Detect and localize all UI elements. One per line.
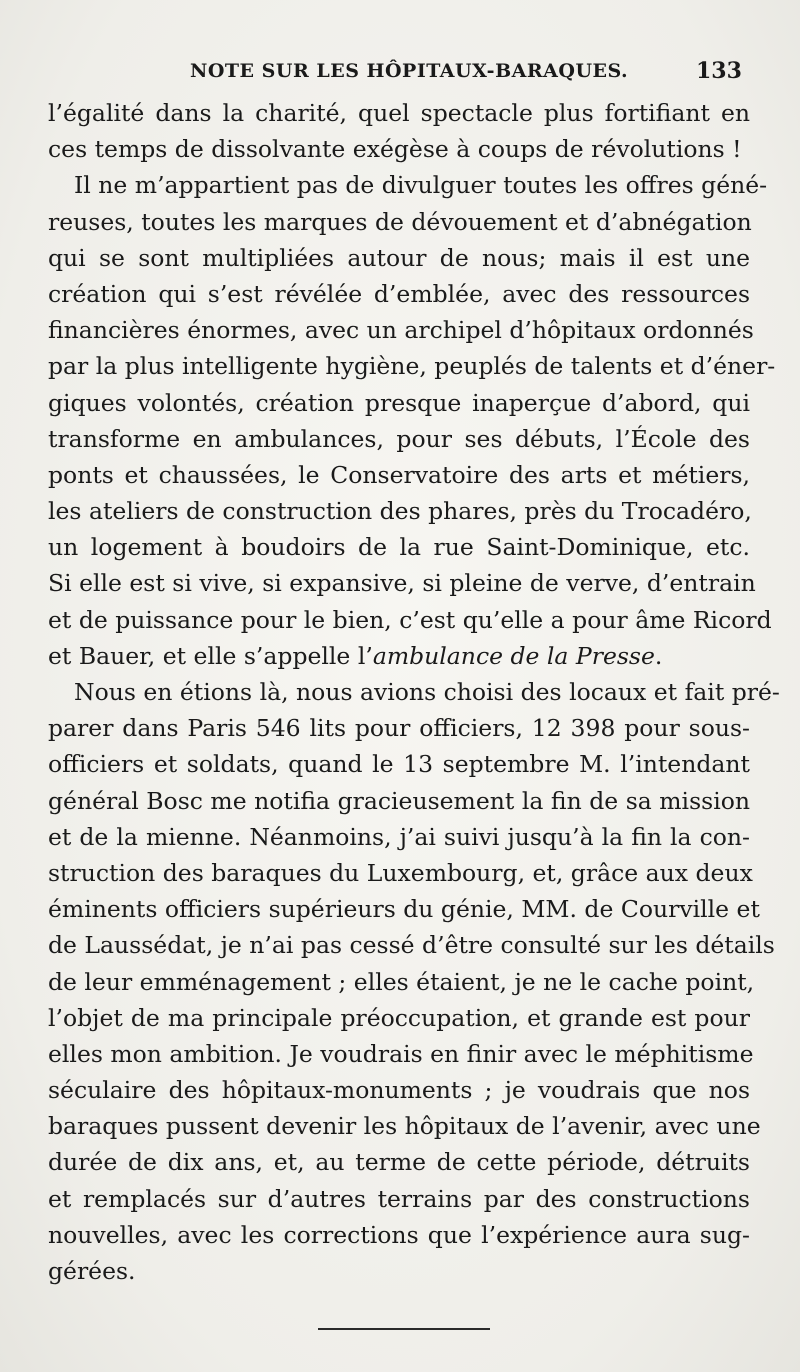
footer-rule [318, 1328, 490, 1330]
text-line: baraques pussent devenir les hôpitaux de l’avenir, avec une [48, 1112, 761, 1141]
text-line: de leur emménagement ; elles étaient, je ne le cache point, [48, 967, 755, 996]
body-text [48, 95, 780, 1289]
text-line: création qui s’est révélée d’emblée, avec des ressources [48, 279, 750, 308]
text-line: transforme en ambulances, pour ses débuts, l’École des [48, 424, 750, 453]
text-line: qui se sont multipliées autour de nous; mais il est une [48, 243, 750, 272]
text-line: financières énormes, avec un archipel d’hôpitaux ordonnés [48, 316, 754, 345]
text-line: et remplacés sur d’autres terrains par des constructions [48, 1184, 750, 1213]
text-line: ponts et chaussées, le Conservatoire des arts et métiers, [48, 460, 750, 489]
text-line: giques volontés, création presque inaperçue d’abord, qui [48, 388, 750, 417]
italic-title: ambulance de la Presse [372, 641, 655, 670]
text-line: parer dans Paris 546 lits pour officiers, 12 398 pour sous- [48, 714, 750, 743]
text-line: et de la mienne. Néanmoins, j’ai suivi jusqu’à la fin la con- [48, 822, 750, 851]
text-line: reuses, toutes les marques de dévouement et d’abnégation [48, 207, 752, 236]
text-line: struction des baraques du Luxembourg, et, grâce aux deux [48, 858, 753, 887]
text-line: de Laussédat, je n’ai pas cessé d’être consulté sur les détails [48, 931, 775, 960]
text-fragment: . [654, 641, 663, 670]
text-line: éminents officiers supérieurs du génie, MM. de Courville et [48, 895, 760, 924]
text-line: elles mon ambition. Je voudrais en finir avec le méphitisme [48, 1039, 754, 1068]
text-line: séculaire des hôpitaux-monuments ; je voudrais que nos [48, 1076, 750, 1105]
text-line: un logement à boudoirs de la rue Saint-Dominique, etc. [48, 533, 750, 562]
running-title: NOTE SUR LES HÔPITAUX-BARAQUES. [190, 60, 629, 82]
text-line: ces temps de dissolvante exégèse à coups de révolutions ! [48, 135, 742, 164]
text-line: durée de dix ans, et, au terme de cette période, détruits [48, 1148, 750, 1177]
text-line [48, 638, 750, 674]
page-header [0, 52, 800, 88]
text-line: nouvelles, avec les corrections que l’expérience aura sug- [48, 1220, 750, 1249]
text-line: officiers et soldats, quand le 13 septembre M. l’intendant [48, 750, 750, 779]
text-line: l’objet de ma principale préoccupation, et grande est pour [48, 1003, 750, 1032]
text-line: Si elle est si vive, si expansive, si pleine de verve, d’entrain [48, 569, 756, 598]
text-line: Nous en étions là, nous avions choisi des locaux et fait pré- [74, 678, 780, 706]
text-line: les ateliers de construction des phares, près du Trocadéro, [48, 497, 752, 526]
text-line: Il ne m’appartient pas de divulguer toutes les offres géné- [74, 171, 768, 200]
page-number: 133 [696, 58, 742, 84]
text-line: et de puissance pour le bien, c’est qu’elle a pour âme Ricord [48, 605, 772, 634]
text-line: par la plus intelligente hygiène, peuplés de talents et d’éner- [48, 352, 776, 381]
text-fragment: et Bauer, et elle s’appelle l’ [48, 641, 373, 670]
text-line: l’égalité dans la charité, quel spectacle plus fortifiant en [48, 99, 750, 127]
text-line: général Bosc me notifia gracieusement la fin de sa mission [48, 786, 750, 815]
text-line: gérées. [48, 1257, 136, 1285]
